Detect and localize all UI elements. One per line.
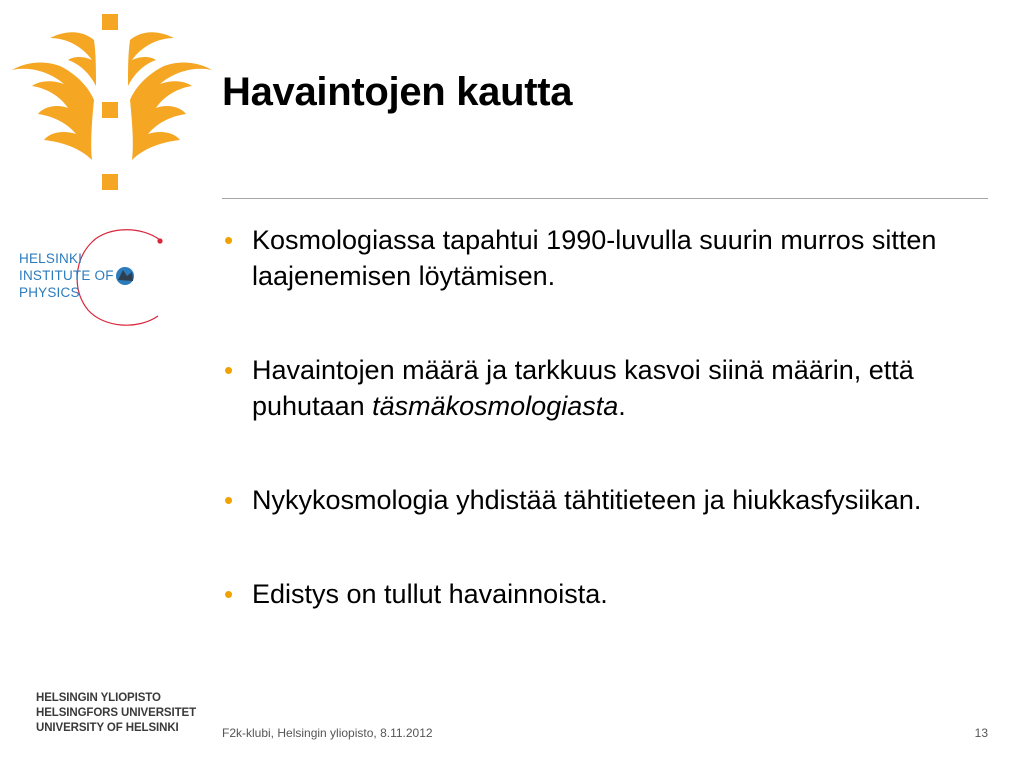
bullet-text: Nykykosmologia yhdistää tähtitieteen ja hiukkasfysiikan. [252, 485, 922, 515]
page-number: 13 [974, 726, 988, 740]
bullet-item [222, 482, 982, 518]
bullet-text: Edistys on tullut havainnoista. [252, 579, 608, 609]
bullet-text: Havaintojen määrä ja tarkkuus kasvoi siinä määrin, että puhutaan [252, 355, 914, 421]
university-of-helsinki-flame-logo [10, 8, 214, 204]
slide-title: Havaintojen kautta [222, 70, 573, 114]
bullet-icon: • [224, 225, 234, 255]
bullet-icon: • [224, 579, 234, 609]
helsinki-institute-of-physics-logo [12, 228, 180, 328]
footer-text: F2k-klubi, Helsingin yliopisto, 8.11.2012 [222, 726, 433, 740]
bullet-item [222, 222, 982, 294]
title-divider [222, 198, 988, 199]
wordmark-line-swedish: HELSINGFORS UNIVERSITET [36, 707, 196, 719]
hip-logo-line-3: PHYSICS [19, 285, 80, 300]
bullet-text: Kosmologiassa tapahtui 1990-luvulla suurin murros sitten laajenemisen löytämisen. [252, 225, 937, 291]
bullet-text-emphasis: täsmäkosmologiasta [372, 391, 619, 421]
university-wordmark [36, 691, 196, 736]
bullet-item [222, 352, 982, 424]
bullet-icon: • [224, 485, 234, 515]
bullet-list [222, 222, 982, 612]
bullet-icon: • [224, 355, 234, 385]
wordmark-line-finnish: HELSINGIN YLIOPISTO [36, 692, 161, 704]
bullet-text-end: . [618, 391, 626, 421]
hip-logo-line-1: HELSINKI [19, 251, 83, 266]
bullet-item [222, 576, 982, 612]
wordmark-line-english: UNIVERSITY OF HELSINKI [36, 722, 179, 734]
hip-logo-line-2: INSTITUTE OF [19, 268, 114, 283]
